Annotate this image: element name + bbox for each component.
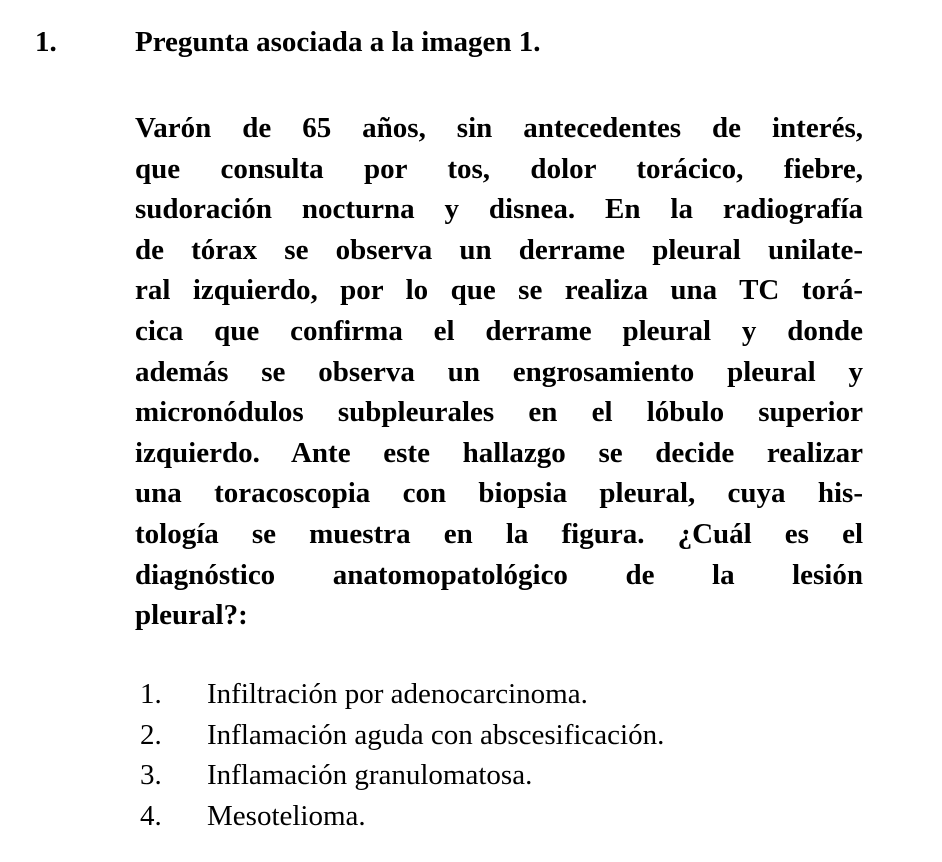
- stem-line: pleural?:: [135, 599, 248, 632]
- option-text: Infiltración por adenocarcinoma.: [207, 678, 588, 710]
- stem-line: cica que confirma el derrame pleural y donde: [135, 314, 863, 347]
- answer-option: [140, 796, 664, 837]
- question-stem: [135, 108, 863, 636]
- stem-line: una toracoscopia con biopsia pleural, cuya his-: [135, 477, 863, 510]
- answer-option: [140, 715, 664, 756]
- stem-line: Varón de 65 años, sin antecedentes de interés,: [135, 112, 863, 144]
- answer-option: [140, 755, 664, 796]
- stem-line: diagnóstico anatomopatológico de la lesión: [135, 558, 863, 591]
- stem-line: micronódulos subpleurales en el lóbulo superior: [135, 396, 863, 429]
- option-number: 4.: [140, 799, 162, 832]
- stem-line: además se observa un engrosamiento pleural y: [135, 355, 863, 388]
- question-number: 1.: [35, 26, 57, 58]
- stem-line: ral izquierdo, por lo que se realiza una TC torá-: [135, 274, 863, 307]
- stem-line: que consulta por tos, dolor torácico, fiebre,: [135, 152, 863, 185]
- option-text: Inflamación granulomatosa.: [207, 759, 533, 792]
- option-text: Mesotelioma.: [207, 799, 366, 832]
- option-number: 1.: [140, 678, 162, 710]
- stem-line: sudoración nocturna y disnea. En la radiografía: [135, 193, 863, 226]
- answer-option: [140, 674, 664, 715]
- option-text: Inflamación aguda con abscesificación.: [207, 718, 665, 751]
- stem-line: tología se muestra en la figura. ¿Cuál es el: [135, 517, 863, 550]
- option-number: 3.: [140, 759, 162, 792]
- answer-options: [140, 674, 664, 836]
- stem-line: izquierdo. Ante este hallazgo se decide realizar: [135, 436, 863, 469]
- question-title: Pregunta asociada a la imagen 1.: [135, 26, 541, 58]
- option-number: 2.: [140, 718, 162, 751]
- stem-line: de tórax se observa un derrame pleural unilate-: [135, 233, 863, 266]
